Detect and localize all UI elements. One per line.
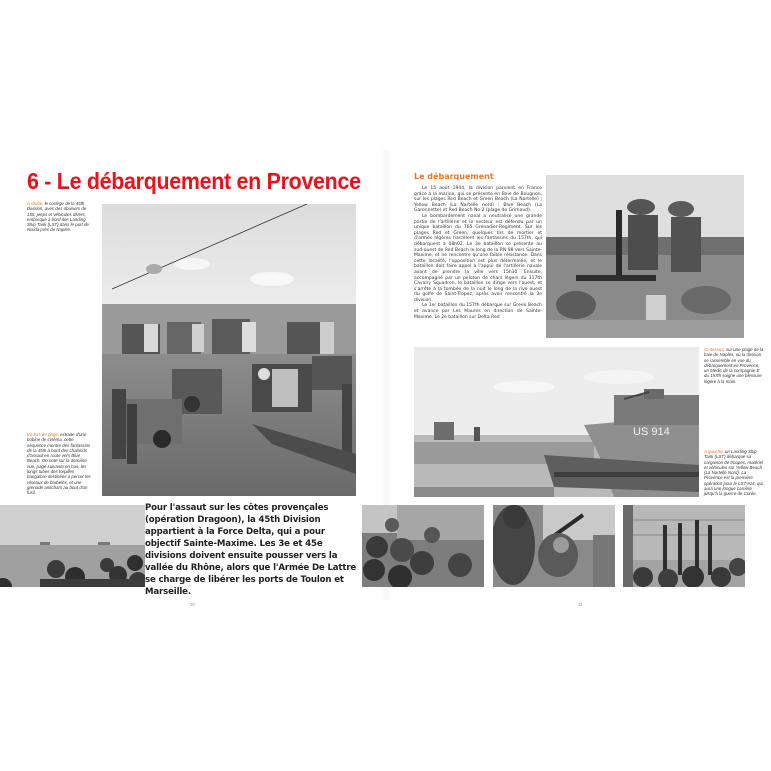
film-frame-helmets — [362, 505, 484, 587]
film-frame-bangalore-tubes — [623, 505, 745, 587]
caption-text: un Landing Ship Tank (LST) débarque sa cargaison de troupes, matériel et véhicules sur Yellow Beach (La Nartelle Nord). La Provence est la première opération pour le LST-914, qui aura une longue carrière jusqu'à la guerre de Corée. — [704, 449, 764, 497]
caption-highlight: Ci-dessus, — [704, 347, 725, 352]
photo-landing-craft-sea — [0, 505, 145, 587]
caption-top-right — [704, 347, 764, 384]
page-number-right: 31 — [578, 602, 584, 607]
caption-text: extraite d'une bobine de cinéma, cette séquence montre des fantassins de la 45th à bord des chalands d'assaut en route vers Blue Beach. On note sur la dernière vue, page suivante en bas, les longs tubes des torpilles bangalore destinées à percer les réseaux de barbelés, et une grenade antichars au bout d'un fusil. — [27, 432, 91, 496]
caption-top-left — [27, 201, 93, 233]
caption-text: sur une plage de la baie de Naples, où la division se rassemble en vue du débarquement en Provence, un Medic de la compagnie E du 157th soigne une blessure légère à la main. — [704, 347, 764, 384]
ship-hull-marking: US 914 — [633, 426, 670, 438]
photo-convoy-loading — [102, 204, 356, 496]
lead-paragraph: Pour l'assaut sur les côtes provençales (opération Dragoon), la 45th Division appartient à la Force Delta, qui a pour objectif Sainte-Maxime. Les 3e et 45e divisions doivent ensuite pousser vers la vallée du Rhône, alors que l'Armée De Lattre se charge de libérer les ports de Toulon et Marseille. — [145, 503, 357, 597]
chapter-title: 6 - Le débarquement en Provence — [27, 168, 361, 194]
caption-highlight: À droite, — [27, 201, 44, 206]
film-frame-rifleman — [493, 505, 615, 587]
body-paragraph: Le bombardement naval a neutralisé une grande partie de l'artillerie et le secteur est défendu par un unique bataillon du 765 Grenadier-Regiment. Sur les plages Red et Green, quelques tirs de mortier et d'armes légères harcèlent les fantassins du 157th, qui débarquent à 08h02. Le 3e bataillon se présente au sud-ouest de Red Beach le long de la RN 98 vers Sainte-Maxime, et ne rencontre qu'une faible résistance. Dans cette localité, l'opposition est plus déterminée, et le bataillon doit faire appel à l'appui de l'artillerie navale avant de prendre la ville vers 15h30. Ensuite, accompagné par un peloton de chars légers du 117th Cavalry Squadron, le bataillon se dirige vers l'ouest, et s'arrête à la tombée de la nuit le long de la rive ouest du golfe de Saint-Tropez, après avoir rencontré la 3e division. — [414, 213, 542, 303]
section-heading: Le débarquement — [414, 172, 494, 181]
photo-medic-beach — [546, 175, 744, 338]
body-text-column — [414, 186, 542, 320]
page-number-left: 30 — [190, 602, 196, 607]
photo-lst-914 — [414, 347, 699, 497]
caption-bottom-right — [704, 449, 764, 497]
caption-highlight: À gauche, — [704, 449, 724, 454]
caption-highlight: En bas de page, — [27, 432, 59, 437]
caption-text: le cortège de la 45th Division, avec des obusiers de 155, jeeps et véhicules divers, embarque à bord des Landing Ship Tank (LST) dans le port de Nisida près de Naples. — [27, 201, 89, 233]
body-paragraph: Le 15 août 1944, la division parvient en France grâce à la marine, qui se présente en Baie de Bougnon, sur les plages Red Beach et Green Beach (La Nartelle) ; Yellow Beach (La Nartelle nord) ; Blue Beach (La Garonnette) et Red Beach No 2 (plage de Grimaud). — [414, 186, 542, 214]
caption-bottom-left — [27, 432, 93, 496]
body-paragraph: Le 1er bataillon du 157th débarque sur Green Beach et avance par Les Maures en direction de Sainte-Maxime. Le 2e bataillon sur Delta Red — [414, 303, 542, 320]
